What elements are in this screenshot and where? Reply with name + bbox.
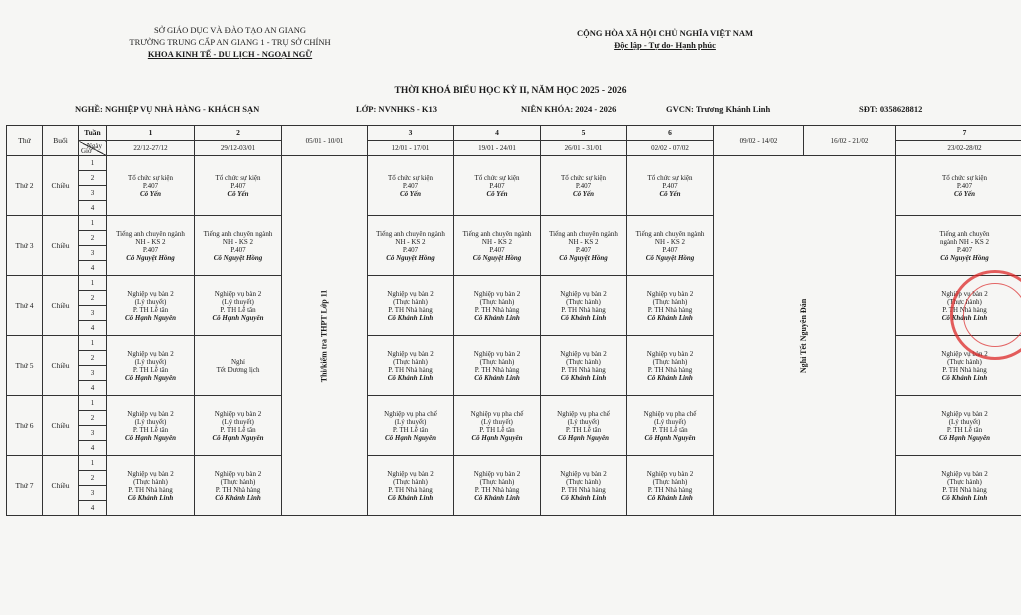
class-line: (Thực hành) bbox=[652, 357, 688, 366]
teacher-name: Cô Hạnh Nguyên bbox=[212, 313, 264, 322]
class-cell bbox=[368, 396, 454, 456]
class-line: Nghiệp vụ bàn 2 bbox=[646, 289, 694, 298]
period-number: 3 bbox=[79, 306, 107, 321]
class-cell bbox=[368, 456, 454, 516]
teacher-name: Cô Yến bbox=[572, 189, 595, 198]
class-cell bbox=[627, 216, 714, 276]
class-cell bbox=[896, 216, 1021, 276]
class-line: Nghiệp vụ bàn 2 bbox=[214, 469, 262, 478]
class-cell bbox=[368, 336, 454, 396]
class-line: (Lý thuyết) bbox=[948, 417, 981, 426]
class-cell bbox=[541, 216, 627, 276]
day-label: Thứ 2 bbox=[7, 156, 43, 216]
class-line: Nghiệp vụ bàn 2 bbox=[127, 469, 174, 478]
info-gvcn: GVCN: Trương Khánh Linh bbox=[666, 104, 771, 114]
class-cell bbox=[627, 396, 714, 456]
class-line: P.407 bbox=[230, 181, 246, 190]
document-title: THỜI KHOÁ BIỂU HỌC KỲ II, NĂM HỌC 2025 - 2026 bbox=[394, 86, 627, 96]
class-line: Nghiệp vụ pha chế bbox=[470, 409, 524, 418]
info-lop: LỚP: NVNHKS - K13 bbox=[356, 104, 437, 114]
school-name: TRƯỜNG TRUNG CẤP AN GIANG 1 - TRỤ SỞ CHÍNH bbox=[129, 37, 331, 47]
teacher-name: Cô Hạnh Nguyên bbox=[471, 433, 523, 442]
class-line: (Lý thuyết) bbox=[481, 417, 513, 426]
class-line: Nghiệp vụ bàn 2 bbox=[941, 469, 988, 478]
class-line: Nghiệp vụ bàn 2 bbox=[560, 349, 607, 358]
class-line: (Thực hành) bbox=[947, 477, 982, 486]
teacher-name: Cô Khánh Linh bbox=[941, 313, 988, 322]
header-gio: Giờ bbox=[81, 147, 92, 155]
class-line: (Lý thuyết) bbox=[134, 297, 167, 306]
class-line: P. TH Nhà hàng bbox=[647, 365, 693, 374]
class-line: Nghiệp vụ pha chế bbox=[557, 409, 610, 418]
timetable bbox=[6, 125, 1021, 516]
day-label: Thứ 5 bbox=[7, 336, 43, 396]
day-label: Thứ 3 bbox=[7, 216, 43, 276]
tet-wrap bbox=[714, 171, 895, 501]
class-cell bbox=[368, 156, 454, 216]
class-cell bbox=[107, 456, 195, 516]
class-line: Tiếng anh chuyên ngành bbox=[116, 229, 185, 238]
class-cell bbox=[541, 276, 627, 336]
class-line: (Thực hành) bbox=[393, 477, 428, 486]
week-number: 5 bbox=[541, 126, 627, 141]
class-cell bbox=[454, 156, 541, 216]
week-dates: 29/12-03/01 bbox=[195, 141, 282, 156]
session-label: Chiều bbox=[43, 396, 79, 456]
day-label: Thứ 6 bbox=[7, 396, 43, 456]
class-line: (Thực hành) bbox=[133, 477, 168, 486]
class-line: ngành NH - KS 2 bbox=[940, 237, 989, 246]
class-line: P.407 bbox=[489, 245, 505, 254]
teacher-name: Cô Yến bbox=[227, 189, 249, 198]
day-label: Thứ 4 bbox=[7, 276, 43, 336]
teacher-name: Cô Khánh Linh bbox=[474, 313, 520, 322]
period-number: 4 bbox=[79, 321, 107, 336]
info-nien-khoa: NIÊN KHÓA: 2024 - 2026 bbox=[521, 104, 617, 114]
class-line: NH - KS 2 bbox=[481, 237, 513, 246]
week-number: 7 bbox=[896, 126, 1021, 141]
ministry-name: SỞ GIÁO DỤC VÀ ĐÀO TẠO AN GIANG bbox=[154, 25, 306, 35]
class-line: Nghiệp vụ bàn 2 bbox=[941, 289, 988, 298]
class-line: (Thực hành) bbox=[947, 297, 982, 306]
tet-week2-dates: 16/02 - 21/02 bbox=[804, 126, 896, 156]
class-cell bbox=[107, 396, 195, 456]
table-row bbox=[7, 156, 1021, 171]
class-line: P.407 bbox=[662, 181, 678, 190]
class-cell bbox=[541, 396, 627, 456]
class-cell bbox=[541, 336, 627, 396]
teacher-name: Cô Yến bbox=[486, 189, 508, 198]
class-line: Nghiệp vụ bàn 2 bbox=[127, 289, 174, 298]
teacher-name: Cô Hạnh Nguyên bbox=[644, 433, 696, 442]
info-nghe: NGHỀ: NGHIỆP VỤ NHÀ HÀNG - KHÁCH SẠN bbox=[75, 104, 260, 114]
teacher-name: Cô Khánh Linh bbox=[647, 373, 693, 382]
week-number: 6 bbox=[627, 126, 714, 141]
class-cell bbox=[107, 336, 195, 396]
class-line: (Thực hành) bbox=[479, 297, 515, 306]
teacher-name: Cô Nguyệt Hồng bbox=[940, 253, 989, 262]
teacher-name: Cô Khánh Linh bbox=[387, 313, 434, 322]
class-cell bbox=[541, 156, 627, 216]
class-line: P. TH Nhà hàng bbox=[474, 305, 520, 314]
class-cell bbox=[627, 276, 714, 336]
class-cell bbox=[896, 156, 1021, 216]
class-line: Tiếng anh chuyên ngành bbox=[462, 229, 532, 238]
period-number: 3 bbox=[79, 246, 107, 261]
header-ngay-gio bbox=[79, 141, 107, 156]
period-number: 2 bbox=[79, 411, 107, 426]
class-cell bbox=[896, 456, 1021, 516]
class-cell bbox=[195, 396, 282, 456]
class-line: Nghiệp vụ bàn 2 bbox=[473, 289, 521, 298]
class-cell bbox=[368, 276, 454, 336]
week-number: 2 bbox=[195, 126, 282, 141]
thpt-exam-column bbox=[282, 156, 368, 516]
class-line: Nghiệp vụ bàn 2 bbox=[473, 349, 521, 358]
week-number: 1 bbox=[107, 126, 195, 141]
teacher-name: Cô Nguyệt Hồng bbox=[213, 253, 263, 262]
class-line: (Lý thuyết) bbox=[134, 417, 167, 426]
class-cell bbox=[107, 156, 195, 216]
teacher-name: Cô Hạnh Nguyên bbox=[385, 433, 436, 442]
period-number: 3 bbox=[79, 486, 107, 501]
tet-holiday-label: Nghỉ Tết Nguyên Đán bbox=[799, 298, 809, 373]
teacher-name: Cô Khánh Linh bbox=[474, 493, 520, 502]
class-cell bbox=[368, 216, 454, 276]
class-line: (Thực hành) bbox=[652, 297, 688, 306]
teacher-name: Cô Khánh Linh bbox=[941, 493, 988, 502]
faculty-name: KHOA KINH TẾ - DU LỊCH - NGOẠI NGỮ bbox=[147, 49, 313, 59]
period-number: 2 bbox=[79, 471, 107, 486]
class-line: P. TH Lễ tân bbox=[220, 425, 256, 434]
class-line: Nghiệp vụ bàn 2 bbox=[941, 349, 988, 358]
class-line: (Thực hành) bbox=[393, 297, 428, 306]
class-line: P.407 bbox=[489, 181, 505, 190]
period-number: 4 bbox=[79, 381, 107, 396]
class-cell bbox=[107, 216, 195, 276]
class-cell bbox=[627, 336, 714, 396]
teacher-name: Cô Khánh Linh bbox=[647, 313, 693, 322]
class-line: Nghiệp vụ bàn 2 bbox=[473, 469, 521, 478]
header-thu: Thứ bbox=[7, 126, 43, 156]
class-line: Tổ chức sự kiện bbox=[387, 173, 434, 182]
class-line: Nghiệp vụ bàn 2 bbox=[560, 289, 607, 298]
period-number: 3 bbox=[79, 366, 107, 381]
teacher-name: Cô Nguyệt Hồng bbox=[645, 253, 695, 262]
class-line: (Thực hành) bbox=[566, 297, 601, 306]
class-line: Nghiệp vụ bàn 2 bbox=[387, 349, 434, 358]
week-number: 3 bbox=[368, 126, 454, 141]
period-number: 2 bbox=[79, 291, 107, 306]
class-cell bbox=[195, 276, 282, 336]
class-cell bbox=[454, 456, 541, 516]
class-line: (Lý thuyết) bbox=[222, 417, 254, 426]
session-label: Chiều bbox=[43, 336, 79, 396]
class-line: P.407 bbox=[142, 181, 159, 190]
class-line: Tiếng anh chuyên ngành bbox=[376, 229, 445, 238]
class-line: Tổ chức sự kiện bbox=[560, 173, 607, 182]
period-number: 1 bbox=[79, 216, 107, 231]
teacher-name: Cô Khánh Linh bbox=[941, 373, 988, 382]
class-line: (Thực hành) bbox=[220, 477, 256, 486]
class-line: P. TH Nhà hàng bbox=[215, 485, 261, 494]
class-line: P. TH Nhà hàng bbox=[561, 485, 606, 494]
class-line: P. TH Nhà hàng bbox=[474, 485, 520, 494]
class-line: (Thực hành) bbox=[393, 357, 428, 366]
class-line: P. TH Nhà hàng bbox=[942, 485, 987, 494]
class-cell bbox=[541, 456, 627, 516]
teacher-name: Cô Khánh Linh bbox=[127, 493, 174, 502]
class-cell bbox=[195, 156, 282, 216]
teacher-name: Cô Khánh Linh bbox=[560, 313, 607, 322]
teacher-name: Cô Khánh Linh bbox=[387, 373, 434, 382]
thpt-wrap bbox=[282, 171, 367, 501]
class-line: (Thực hành) bbox=[566, 477, 601, 486]
teacher-name: Cô Yến bbox=[399, 189, 422, 198]
class-line: Tết Dương lịch bbox=[216, 365, 260, 374]
session-label: Chiều bbox=[43, 216, 79, 276]
class-line: Nghiệp vụ bàn 2 bbox=[941, 409, 988, 418]
class-line: P. TH Nhà hàng bbox=[561, 305, 606, 314]
class-line: P.407 bbox=[230, 245, 246, 254]
class-line: NH - KS 2 bbox=[222, 237, 254, 246]
period-number: 4 bbox=[79, 201, 107, 216]
class-line: P.407 bbox=[575, 245, 592, 254]
class-cell bbox=[195, 456, 282, 516]
class-line: P. TH Lễ tân bbox=[946, 425, 983, 434]
class-line: P.407 bbox=[575, 181, 592, 190]
class-line: P.407 bbox=[662, 245, 678, 254]
class-line: Nghỉ bbox=[231, 357, 245, 366]
class-line: Nghiệp vụ bàn 2 bbox=[646, 349, 694, 358]
class-line: P. TH Lễ tân bbox=[132, 365, 169, 374]
tet-week1-dates: 09/02 - 14/02 bbox=[714, 126, 804, 156]
class-line: Tổ chức sự kiện bbox=[474, 173, 520, 182]
class-line: (Thực hành) bbox=[566, 357, 601, 366]
week-dates: 12/01 - 17/01 bbox=[368, 141, 454, 156]
class-line: (Thực hành) bbox=[947, 357, 982, 366]
class-line: (Lý thuyết) bbox=[222, 297, 254, 306]
session-label: Chiều bbox=[43, 456, 79, 516]
week-dates: 02/02 - 07/02 bbox=[627, 141, 714, 156]
class-line: Tổ chức sự kiện bbox=[647, 173, 693, 182]
week-number: 4 bbox=[454, 126, 541, 141]
period-number: 3 bbox=[79, 426, 107, 441]
period-number: 4 bbox=[79, 441, 107, 456]
info-sdt: SĐT: 0358628812 bbox=[859, 104, 923, 114]
period-number: 1 bbox=[79, 276, 107, 291]
teacher-name: Cô Nguyệt Hồng bbox=[472, 253, 522, 262]
class-line: P. TH Nhà hàng bbox=[388, 365, 433, 374]
period-number: 1 bbox=[79, 396, 107, 411]
period-number: 2 bbox=[79, 171, 107, 186]
country-name: CỘNG HÒA XÃ HỘI CHỦ NGHĨA VIỆT NAM bbox=[576, 28, 754, 38]
period-number: 1 bbox=[79, 336, 107, 351]
class-line: Tiếng anh chuyên ngành bbox=[549, 229, 618, 238]
period-number: 1 bbox=[79, 156, 107, 171]
class-cell bbox=[627, 456, 714, 516]
class-cell bbox=[454, 276, 541, 336]
class-line: P. TH Lễ tân bbox=[479, 425, 515, 434]
class-cell bbox=[896, 396, 1021, 456]
period-number: 3 bbox=[79, 186, 107, 201]
period-number: 2 bbox=[79, 231, 107, 246]
class-line: Tiếng anh chuyên bbox=[939, 229, 990, 238]
teacher-name: Cô Hạnh Nguyên bbox=[558, 433, 609, 442]
class-line: NH - KS 2 bbox=[395, 237, 426, 246]
class-line: (Lý thuyết) bbox=[394, 417, 427, 426]
class-line: Nghiệp vụ pha chế bbox=[643, 409, 697, 418]
class-line: P.407 bbox=[402, 245, 419, 254]
class-line: Nghiệp vụ bàn 2 bbox=[387, 469, 434, 478]
teacher-name: Cô Hạnh Nguyên bbox=[125, 433, 176, 442]
period-number: 4 bbox=[79, 501, 107, 516]
class-line: P.407 bbox=[956, 181, 973, 190]
class-line: (Thực hành) bbox=[479, 477, 515, 486]
seal-inner-ring bbox=[963, 283, 1021, 347]
class-line: (Thực hành) bbox=[652, 477, 688, 486]
thpt-week-dates: 05/01 - 10/01 bbox=[282, 126, 368, 156]
class-cell bbox=[195, 216, 282, 276]
class-cell bbox=[627, 156, 714, 216]
class-line: P. TH Nhà hàng bbox=[388, 305, 433, 314]
teacher-name: Cô Khánh Linh bbox=[215, 493, 261, 502]
class-line: Nghiệp vụ bàn 2 bbox=[646, 469, 694, 478]
week-dates: 19/01 - 24/01 bbox=[454, 141, 541, 156]
teacher-name: Cô Nguyệt Hồng bbox=[126, 253, 175, 262]
teacher-name: Cô Khánh Linh bbox=[560, 493, 607, 502]
class-line: NH - KS 2 bbox=[568, 237, 599, 246]
class-line: P. TH Lễ tân bbox=[565, 425, 602, 434]
class-line: Nghiệp vụ bàn 2 bbox=[214, 409, 262, 418]
period-number: 2 bbox=[79, 351, 107, 366]
class-line: P. TH Lễ tân bbox=[392, 425, 429, 434]
teacher-name: Cô Nguyệt Hồng bbox=[386, 253, 435, 262]
class-line: P.407 bbox=[956, 245, 973, 254]
class-line: P.407 bbox=[402, 181, 419, 190]
header-row-weeks bbox=[7, 126, 1021, 141]
teacher-name: Cô Khánh Linh bbox=[387, 493, 434, 502]
class-cell bbox=[454, 216, 541, 276]
teacher-name: Cô Nguyệt Hồng bbox=[559, 253, 608, 262]
class-line: Nghiệp vụ bàn 2 bbox=[214, 289, 262, 298]
teacher-name: Cô Hạnh Nguyên bbox=[125, 313, 176, 322]
class-line: Tiếng anh chuyên ngành bbox=[203, 229, 273, 238]
class-line: NH - KS 2 bbox=[135, 237, 166, 246]
class-line: Nghiệp vụ bàn 2 bbox=[387, 289, 434, 298]
class-cell bbox=[454, 396, 541, 456]
class-line: P.407 bbox=[142, 245, 159, 254]
class-line: P. TH Nhà hàng bbox=[561, 365, 606, 374]
header-tuan: Tuần bbox=[79, 126, 107, 141]
class-line: P. TH Lễ tân bbox=[132, 305, 169, 314]
teacher-name: Cô Khánh Linh bbox=[474, 373, 520, 382]
teacher-name: Cô Hạnh Nguyên bbox=[212, 433, 264, 442]
week-dates: 23/02-28/02 bbox=[896, 141, 1021, 156]
class-line: (Lý thuyết) bbox=[567, 417, 600, 426]
class-line: Tổ chức sự kiện bbox=[127, 173, 174, 182]
class-line: P. TH Nhà hàng bbox=[647, 305, 693, 314]
class-cell bbox=[454, 336, 541, 396]
class-line: Nghiệp vụ bàn 2 bbox=[127, 349, 174, 358]
teacher-name: Cô Yến bbox=[953, 189, 976, 198]
session-label: Chiều bbox=[43, 156, 79, 216]
class-line: P. TH Lễ tân bbox=[132, 425, 169, 434]
class-line: Tiếng anh chuyên ngành bbox=[635, 229, 705, 238]
header-buoi: Buổi bbox=[43, 126, 79, 156]
class-line: P. TH Nhà hàng bbox=[388, 485, 433, 494]
class-line: P. TH Lễ tân bbox=[652, 425, 688, 434]
class-cell bbox=[107, 276, 195, 336]
class-line: Nghiệp vụ bàn 2 bbox=[560, 469, 607, 478]
teacher-name: Cô Yến bbox=[659, 189, 681, 198]
class-line: Tổ chức sự kiện bbox=[215, 173, 261, 182]
class-line: (Thực hành) bbox=[479, 357, 515, 366]
class-cell bbox=[195, 336, 282, 396]
motto: Độc lập - Tự do- Hạnh phúc bbox=[614, 40, 716, 50]
teacher-name: Cô Yến bbox=[139, 189, 162, 198]
class-line: P. TH Nhà hàng bbox=[942, 365, 987, 374]
header-ngay: Ngày bbox=[86, 142, 102, 150]
class-line: P. TH Nhà hàng bbox=[474, 365, 520, 374]
class-line: (Lý thuyết) bbox=[134, 357, 167, 366]
class-line: Nghiệp vụ bàn 2 bbox=[127, 409, 174, 418]
class-line: Nghiệp vụ pha chế bbox=[384, 409, 437, 418]
header-left bbox=[100, 24, 360, 60]
class-line: P. TH Nhà hàng bbox=[128, 485, 173, 494]
class-line: P. TH Lễ tân bbox=[220, 305, 256, 314]
thpt-exam-label: Thi/kiểm tra THPT Lớp 11 bbox=[319, 289, 329, 382]
week-dates: 26/01 - 31/01 bbox=[541, 141, 627, 156]
period-number: 4 bbox=[79, 261, 107, 276]
header-right bbox=[540, 27, 790, 51]
session-label: Chiều bbox=[43, 276, 79, 336]
class-line: P. TH Nhà hàng bbox=[647, 485, 693, 494]
teacher-name: Cô Khánh Linh bbox=[560, 373, 607, 382]
week-dates: 22/12-27/12 bbox=[107, 141, 195, 156]
teacher-name: Cô Hạnh Nguyên bbox=[125, 373, 176, 382]
class-line: Tổ chức sự kiện bbox=[941, 173, 988, 182]
class-line: P. TH Nhà hàng bbox=[942, 305, 987, 314]
period-number: 1 bbox=[79, 456, 107, 471]
teacher-name: Cô Khánh Linh bbox=[647, 493, 693, 502]
class-line: (Lý thuyết) bbox=[654, 417, 686, 426]
teacher-name: Cô Hạnh Nguyên bbox=[939, 433, 990, 442]
day-label: Thứ 7 bbox=[7, 456, 43, 516]
tet-holiday-column bbox=[714, 156, 896, 516]
class-line: NH - KS 2 bbox=[654, 237, 686, 246]
